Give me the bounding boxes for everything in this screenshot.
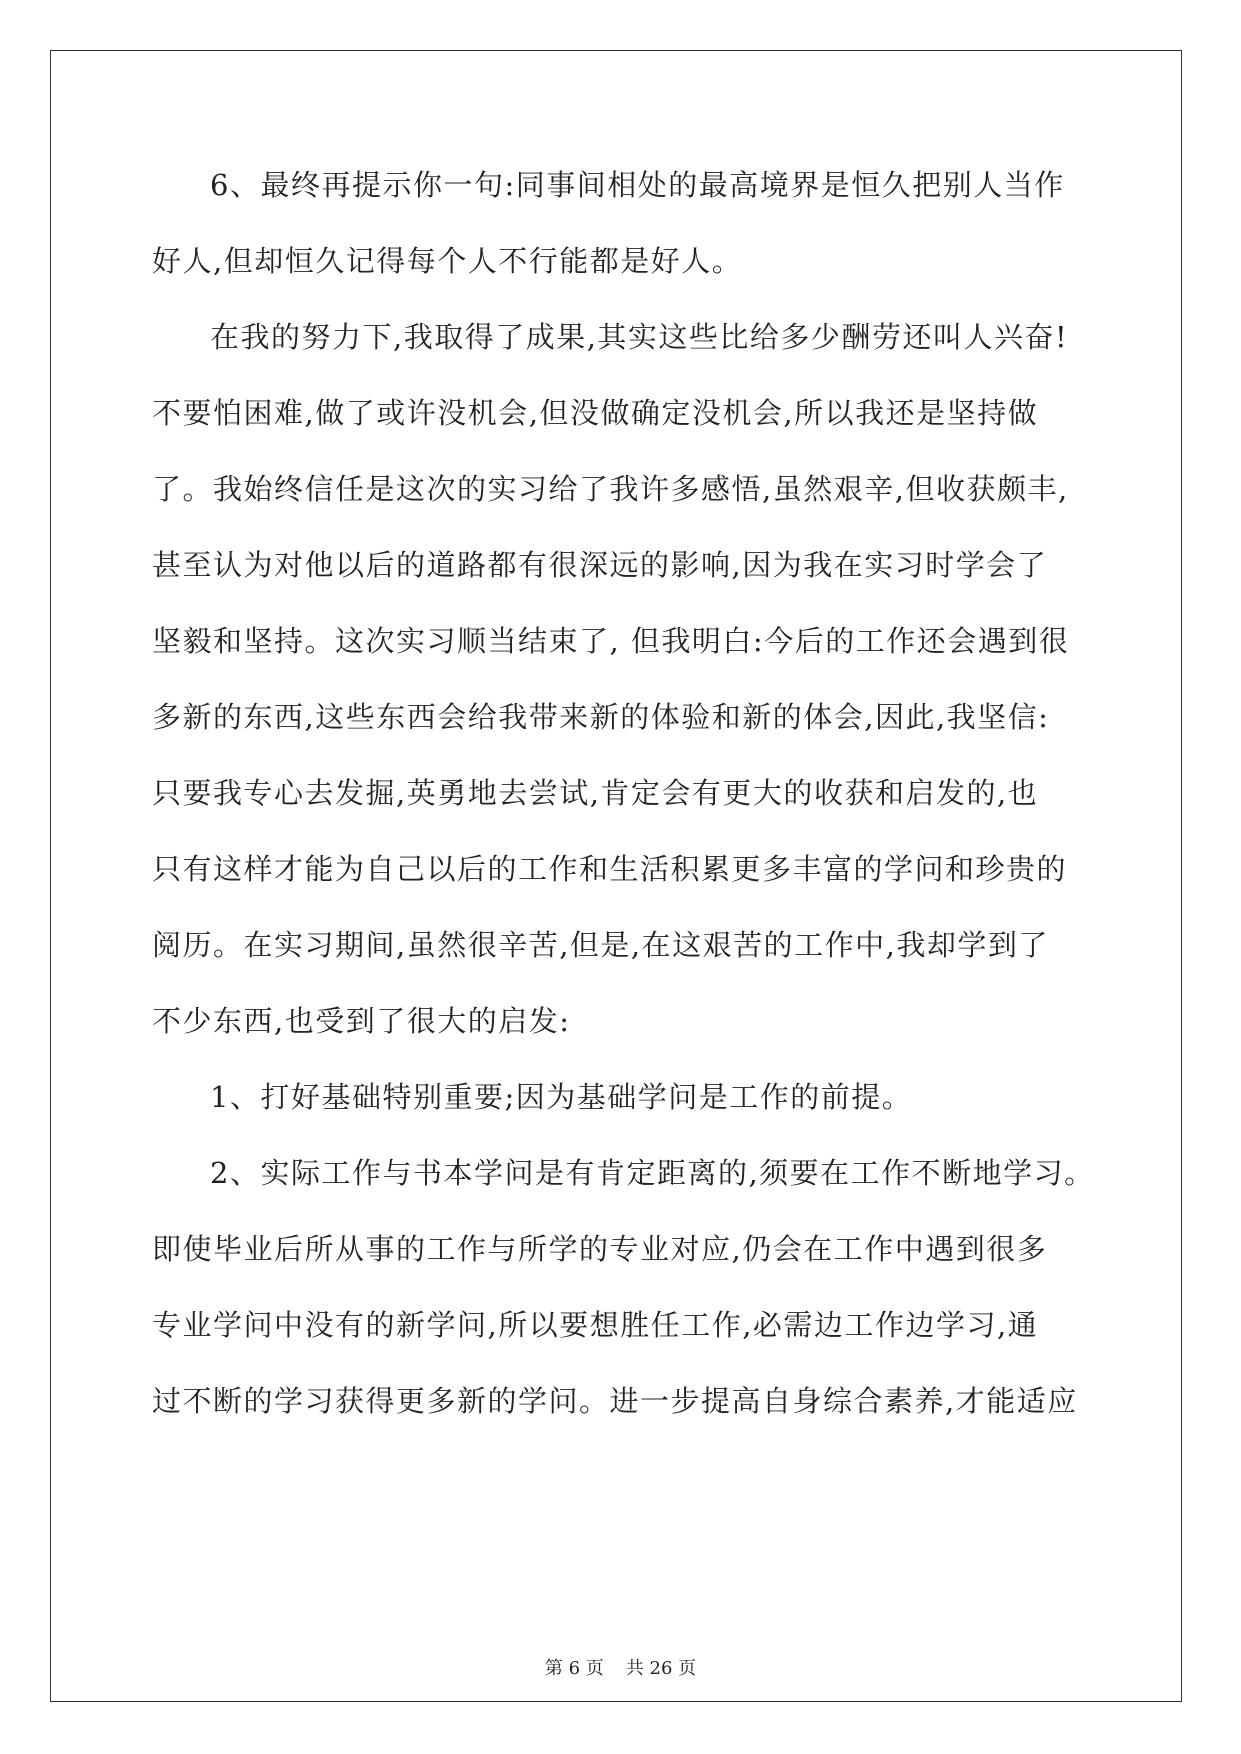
- text-line: 即使毕业后所从事的工作与所学的专业对应,仍会在工作中遇到很多: [152, 1232, 1048, 1266]
- text-line: 6、最终再提示你一句:同事间相处的最高境界是恒久把别人当作: [210, 168, 1065, 202]
- text-line: 了。我始终信任是这次的实习给了我许多感悟,虽然艰辛,但收获颇丰,: [152, 472, 1069, 506]
- page-total: 共 26 页: [625, 1658, 697, 1679]
- text-line: 在我的努力下,我取得了成果,其实这些比给多少酬劳还叫人兴奋!: [210, 320, 1069, 354]
- text-line: 阅历。在实习期间,虽然很辛苦,但是,在这艰苦的工作中,我却学到了: [152, 928, 1049, 962]
- text-line: 1、打好基础特别重要;因为基础学问是工作的前提。: [210, 1080, 913, 1114]
- text-line: 专业学问中没有的新学问,所以要想胜任工作,必需边工作边学习,通: [152, 1308, 1039, 1342]
- page-footer: [0, 1657, 1241, 1681]
- text-line: 2、实际工作与书本学问是有肯定距离的,须要在工作不断地学习。: [210, 1156, 1095, 1190]
- text-line: 多新的东西,这些东西会给我带来新的体验和新的体会,因此,我坚信:: [152, 700, 1050, 734]
- text-line: 只要我专心去发掘,英勇地去尝试,肯定会有更大的收获和启发的,也: [152, 776, 1039, 810]
- text-line: 不少东西,也受到了很大的启发:: [152, 1004, 571, 1038]
- text-line: 只有这样才能为自己以后的工作和生活积累更多丰富的学问和珍贵的: [152, 852, 1068, 886]
- text-line: 过不断的学习获得更多新的学问。进一步提高自身综合素养,才能适应: [152, 1384, 1078, 1418]
- text-line: 好人,但却恒久记得每个人不行能都是好人。: [152, 244, 743, 278]
- text-line: 坚毅和坚持。这次实习顺当结束了, 但我明白:今后的工作还会遇到很: [152, 624, 1070, 658]
- text-line: 甚至认为对他以后的道路都有很深远的影响,因为我在实习时学会了: [152, 548, 1048, 582]
- page-number: 第 6 页: [544, 1658, 604, 1679]
- text-line: 不要怕困难,做了或许没机会,但没做确定没机会,所以我还是坚持做: [152, 396, 1039, 430]
